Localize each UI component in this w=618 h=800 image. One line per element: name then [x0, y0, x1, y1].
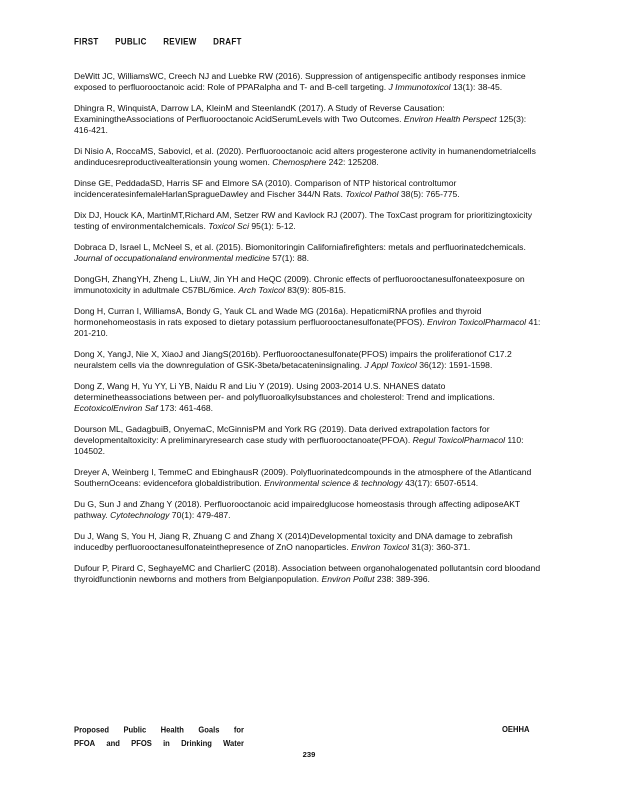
reference-journal: J Appl Toxicol	[364, 360, 417, 370]
reference-entry	[74, 349, 544, 371]
reference-journal: Toxicol Sci	[208, 221, 249, 231]
reference-citation: 13(1): 38-45.	[450, 82, 503, 92]
reference-entry	[74, 146, 544, 168]
reference-citation: 36(12): 1591-1598.	[416, 360, 493, 370]
reference-journal: Cytotechnology	[110, 510, 170, 520]
reference-text: DongGH, ZhangYH, Zheng L, LiuW, Jin YH and HeQC (2009). Chronic effects of perfluorooctanesulfonateexposure on immunotoxicity in adultmale C57BL/6mice.	[74, 274, 525, 295]
reference-entry	[74, 103, 544, 136]
footer-word: PFOS	[131, 738, 152, 748]
reference-citation: 41: 201-210.	[74, 317, 541, 338]
reference-entry	[74, 71, 544, 93]
reference-text: Dourson ML, GadagbuiB, OnyemaC, McGinnisPM and York RG (2019). Data derived extrapolation factors for developmentaltoxicity: A preliminaryresearch case study with perfluorooctanoate(PFOA).	[74, 424, 490, 445]
reference-journal: EcotoxicolEnviron Saf	[74, 403, 158, 413]
footer-word: Goals	[198, 724, 220, 735]
footer-word: PFOA	[74, 738, 96, 748]
reference-entry	[74, 563, 544, 585]
reference-text: Dong Z, Wang H, Yu YY, Li YB, Naidu R and Liu Y (2019). Using 2003-2014 U.S. NHANES datato determinetheassociations between per- and polyfluoroalkylsubstances and cholesterol: Trend and implications.	[74, 381, 495, 402]
reference-text: Du J, Wang S, You H, Jiang R, Zhuang C and Zhang X (2014)Developmental toxicity and DNA damage to zebrafish inducedby perfluorooctanesulfonateinthepresence of ZnO nanoparticles.	[74, 531, 513, 552]
footer-word: Proposed	[74, 724, 110, 735]
footer-line-1	[74, 724, 244, 737]
reference-entry	[74, 381, 544, 414]
reference-text: Dinse GE, PeddadaSD, Harris SF and Elmore SA (2010). Comparison of NTP historical controltumor incidenceratesinfemaleHarlanSpragueDawley and Fischer 344/N Rats.	[74, 178, 457, 199]
page-number: 239	[302, 750, 316, 759]
reference-entry	[74, 306, 544, 339]
reference-text: Dong H, Curran I, WilliamsA, Bondy G, Yauk CL and Wade MG (2016a). HepaticmiRNA profiles and thyroid hormonehomeostasis in rats exposed to dietary potassium perfluorooctanesulfonate(PFOS).	[74, 306, 482, 327]
reference-text: Dix DJ, Houck KA, MartinMT,Richard AM, Setzer RW and Kavlock RJ (2007). The ToxCast program for prioritizingtoxicity testing of environmentalchemicals.	[74, 210, 533, 231]
reference-citation: 238: 389-396.	[374, 574, 430, 584]
reference-entry	[74, 531, 544, 553]
reference-text: Dreyer A, Weinberg I, TemmeC and EbinghausR (2009). Polyfluorinatedcompounds in the atmosphere of the Atlanticand SouthernOceans: evidencefora globaldistribution.	[74, 467, 532, 488]
footer-word: Health	[160, 724, 184, 735]
reference-entry	[74, 424, 544, 457]
reference-entry	[74, 178, 544, 200]
reference-list	[74, 71, 544, 595]
reference-citation: 70(1): 479-487.	[169, 510, 231, 520]
footer-word: Public	[123, 724, 147, 735]
reference-citation: 110: 104502.	[74, 435, 524, 456]
reference-text: Dhingra R, WinquistA, Darrow LA, KleinM and SteenlandK (2017). A Study of Reverse Causation: ExaminingtheAssociations of Perfluorooctanoic AcidSerumLevels with Two Outcomes.	[74, 103, 445, 124]
reference-entry	[74, 274, 544, 296]
reference-citation: 173: 461-468.	[157, 403, 214, 413]
reference-text: Dobraca D, Israel L, McNeel S, et al. (2015). Biomonitoringin Californiafirefighters: metals and perfluorinatedchemicals.	[74, 242, 526, 252]
reference-citation: 31(3): 360-371.	[409, 542, 471, 552]
reference-journal: Arch Toxicol	[238, 285, 285, 295]
footer-word: Drinking	[181, 738, 212, 748]
reference-text: DeWitt JC, WilliamsWC, Creech NJ and Luebke RW (2016). Suppression of antigenspecific antibody responses inmice exposed to perfluorooctanoic acid: Role of PPARalpha and T- and B-cell targeting.	[74, 71, 526, 92]
reference-journal: Chemosphere	[272, 157, 327, 167]
reference-text: Di Nisio A, RoccaMS, Sabovicl, et al. (2020). Perfluorooctanoic acid alters progesterone activity in humanendometrialcells andinducesreproductivealterationsin young women.	[74, 146, 536, 167]
reference-text: Dufour P, Pirard C, SeghayeMC and CharlierC (2018). Association between organohalogenated pollutantsin cord bloodand thyroidfunctionin newborns and mothers from Belgianpopulation.	[74, 563, 541, 584]
reference-journal: Regul ToxicolPharmacol	[412, 435, 506, 445]
reference-entry	[74, 499, 544, 521]
footer-word: in	[163, 738, 170, 748]
reference-citation: 242: 125208.	[326, 157, 379, 167]
reference-citation: 57(1): 88.	[269, 253, 310, 263]
reference-journal: Journal of occupationaland environmental medicine	[74, 253, 270, 263]
footer-title	[74, 724, 274, 750]
reference-journal: Toxicol Pathol	[345, 189, 399, 199]
reference-journal: Environ ToxicolPharmacol	[427, 317, 527, 327]
footer-word: Water	[223, 738, 244, 748]
reference-citation: 38(5): 765-775.	[398, 189, 460, 199]
footer-agency: OEHHA	[502, 724, 530, 735]
reference-citation: 83(9): 805-815.	[284, 285, 346, 295]
footer-line-2	[74, 737, 244, 750]
reference-journal: Environ Pollut	[321, 574, 375, 584]
reference-citation: 125(3): 416-421.	[74, 114, 527, 135]
footer-word: for	[233, 724, 244, 735]
draft-header: FIRST PUBLIC REVIEW DRAFT	[74, 36, 242, 47]
reference-journal: Environ Health Perspect	[403, 114, 497, 124]
reference-journal: J Immunotoxicol	[388, 82, 451, 92]
reference-citation: 43(17): 6507-6514.	[402, 478, 479, 488]
reference-journal: Environ Toxicol	[351, 542, 410, 552]
reference-journal: Environmental science & technology	[264, 478, 403, 488]
reference-entry	[74, 242, 544, 264]
reference-text: Dong X, YangJ, Nie X, XiaoJ and JiangS(2016b). Perfluorooctanesulfonate(PFOS) impairs the proliferationof C17.2 neuralstem cells via the downregulation of GSK-3beta/betacateninsignaling.	[74, 349, 512, 370]
reference-text: Du G, Sun J and Zhang Y (2018). Perfluorooctanoic acid impairedglucose homeostasis through affecting adiposeAKT pathway.	[74, 499, 521, 520]
reference-entry	[74, 467, 544, 489]
reference-citation: 95(1): 5-12.	[249, 221, 296, 231]
footer-word: and	[106, 738, 120, 748]
reference-entry	[74, 210, 544, 232]
